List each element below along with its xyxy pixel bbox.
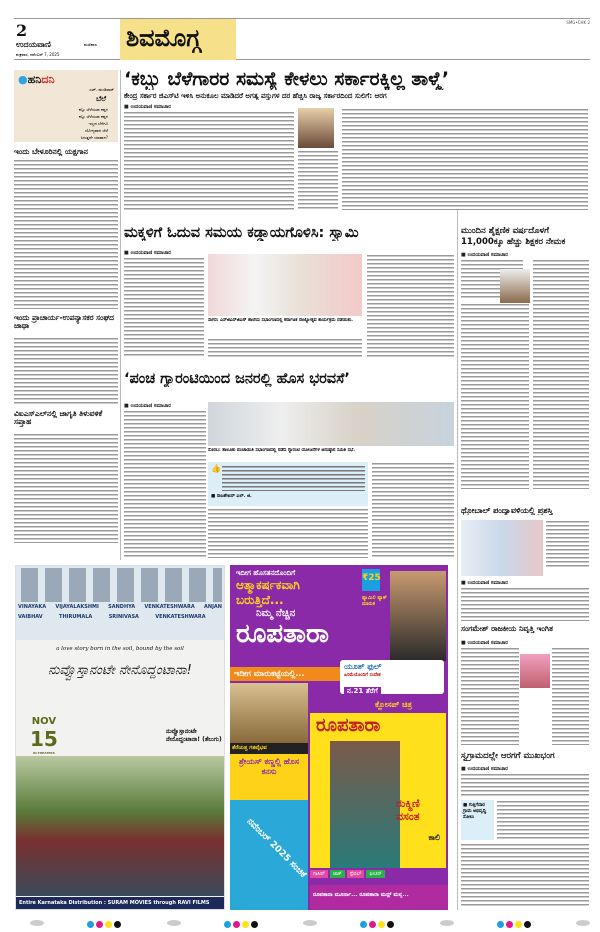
cover-name: ರುಕ್ಮಿಣಿ ವಸಂತ xyxy=(396,797,420,823)
story-photo xyxy=(230,683,308,743)
poem-line: ಕಬ್ಬು ಬೆಳೆಯುವ ಕಷ್ಟಗ xyxy=(79,114,108,119)
issue-label: ನವೆಂಬರ್ 2025 ಸಂಚಿಕೆ xyxy=(244,816,308,880)
story-a: ತೆರೆಯತ್ತ ಗತವೈಭವ xyxy=(230,743,308,754)
ad-tagline: a love story born in the soil, bound by the soil xyxy=(56,646,184,652)
poem-title: ಬೆಲೆ xyxy=(96,95,106,103)
release-day: 15 xyxy=(30,727,58,751)
story2-headline: ಮಕ್ಕಳಿಗೆ ಓದುವ ಸಮಯ ಕಡ್ಡಾಯಗೊಳಿಸಿ: ಸ್ವಾಮಿ xyxy=(124,226,359,241)
byline: ■ ಉದಯವಾಣಿ ಸಮಾಚಾರ xyxy=(461,252,508,258)
youth-title: ಯೂತ್ ಫುಲ್ xyxy=(344,662,382,671)
poem-line: ಕಬ್ಬು ಬೆಳೆಯುವ ಕಷ್ಟಗ xyxy=(79,107,108,112)
tag: ಸ್ಪೆಷಲ್ xyxy=(347,870,365,878)
article-text xyxy=(367,254,454,358)
section-title: ಶಿವಮೊಗ್ಗ xyxy=(120,19,236,60)
quote-text xyxy=(222,465,365,491)
sidebar-headline: ಇಂದು ಬೇಳೂರಿನಲ್ಲಿ ಯಕ್ಷಗಾನ xyxy=(14,148,88,156)
youth-sub: ಹಿರಿಮೆಯೊಂದಿಗೆ ಸಂದೇಶ xyxy=(344,673,381,678)
story3-headline: ‘ಪಂಚ ಗ್ಯಾರಂಟಿಯಿಂದ ಜನರಲ್ಲಿ ಹೊಸ ಭರವಸೆ’ xyxy=(124,372,350,387)
brand-right: ದನಿ xyxy=(41,73,55,86)
article-text xyxy=(372,462,454,558)
tag: ಗಾಸಿಪ್ xyxy=(310,870,328,878)
column-rule xyxy=(457,210,458,910)
movie-advertisement[interactable] xyxy=(15,565,225,910)
article-text xyxy=(461,843,589,907)
distribution-banner: Entire Karnataka Distribution : SURAM MOVIES through RAVI FILMS xyxy=(16,897,225,909)
magazine-advertisement[interactable] xyxy=(230,565,448,910)
article-text xyxy=(497,800,589,840)
cinema-name: VIJAYALAKSHMI xyxy=(55,604,99,610)
closeup-label: ಕ್ಲೋಸಪ್ ಚಿತ್ರ xyxy=(375,700,412,709)
article-text xyxy=(14,159,118,309)
page-number: 2 xyxy=(16,21,28,40)
magazine-footer: ರೂಪತಾರಾ ಮೂರ್ನಾ... ರೂಪತಾರಾ ಮನ್ಸ್ ಮನ್ನ... xyxy=(310,885,448,910)
quote-author: ■ ರಾಜಶೇಖರ್ ಎಲ್. ಜಿ. xyxy=(211,494,252,499)
article-text xyxy=(298,150,338,210)
movie-subtitle: ನುವ್ವೊಸ್ತಾನಂಟೇ ನೇನೊದ್ದಂಟಾನಾ! (ತೆಲುಗು) xyxy=(166,728,222,743)
cinema-name: SRINIVASA xyxy=(108,614,139,620)
poem-line: ಸಿಗುತ್ತದೇ ಯಾವಾಗ? xyxy=(80,135,108,140)
actor-photo xyxy=(390,571,446,661)
news-photo xyxy=(298,108,334,148)
article-text xyxy=(461,647,519,745)
cinema-name: VENKATESHWARA xyxy=(144,604,195,610)
cover-brand: ರೂಪತಾರಾ xyxy=(316,715,381,736)
price-badge: ₹25 xyxy=(362,569,380,591)
release-date: ನ.21 ತೆರೆಗೆ xyxy=(344,687,381,696)
edition-code: SMG•CHK 2 xyxy=(566,20,590,25)
release-month: NOV xyxy=(31,716,57,727)
lead-headline: ‘ಕಬ್ಬು ಬೆಳೆಗಾರರ ಸಮಸ್ಯೆ ಕೇಳಲು ಸರ್ಕಾರಕ್ಕಿಲ್ಲ ತಾಳ್ಮೆ’ xyxy=(124,70,450,90)
brand-left: ಹನಿ xyxy=(27,73,42,86)
article-text xyxy=(124,257,204,357)
cinema-name: VAIBHAV xyxy=(18,614,43,620)
poem-line: ಇಲ್ಲದ ಬೆಳೆಗೂ xyxy=(88,121,108,126)
article-text xyxy=(533,259,589,489)
cinema-name: VINAYAKA xyxy=(18,604,47,610)
print-registration-marks xyxy=(30,913,590,932)
article-text xyxy=(208,338,362,358)
hani-dani-box xyxy=(14,70,118,142)
right-story2-headline: ಥ್ರೋಬಾಲ್ ಪಂದ್ಯಾವಳಿಯಲ್ಲಿ ಪ್ರಶಸ್ತಿ xyxy=(461,507,553,515)
magazine-brand: ರೂಪತಾರಾ xyxy=(236,619,329,649)
news-photo xyxy=(208,402,454,446)
cinema-name: SANDHYA xyxy=(108,604,136,610)
right-story3-headline: ಸಂಗಮೇಶ್ ರಾಜಕೀಯ ನಿವೃತ್ತಿ ಇಂಗಿತ xyxy=(461,625,553,633)
edition-tag: ಮಣಿಪಾಲ xyxy=(84,42,98,47)
cinema-name: THIRUMALA xyxy=(59,614,93,620)
market-banner: ಇದೀಗ ಮಾರುಕಟ್ಟೆಯಲ್ಲಿ... xyxy=(230,667,360,681)
sidebar-headline: ಇಂದು ಪ್ರಾಚಾರ್ಯ-ಉಪನ್ಯಾಸಕರ ಸಂಘದ ಜಾಥಾ xyxy=(14,313,114,330)
thumbs-up-icon: 👍 xyxy=(211,464,221,473)
article-text xyxy=(461,303,529,489)
ad-line: ಬರುತ್ತಿದೆ... xyxy=(236,593,284,607)
lead-subhead: ಕೇಂದ್ರ ಸರ್ಕಾರ ಜಿಎಸ್‌ಟಿ ಇಳಿಸಿ ಅನುಕೂಲ ಮಾಡಿದರೆ ಅಗತ್ಯ ವಸ್ತುಗಳ ದರ ಹೆಚ್ಚಿಸಿ ರಾಜ್ಯ ಸರ್ಕಾರದಿಂದ ಸುಲಿಗೆ: ಆರಗ xyxy=(124,93,387,100)
cinema-name: ANJAN xyxy=(204,604,222,610)
article-text xyxy=(14,337,118,405)
article-text xyxy=(461,587,589,621)
author: ಎಚ್. ಡುಂಡಿರಾಜ್ xyxy=(89,87,114,92)
photo-caption: ಸಾಗರ: ಎಸ್‌ಜಿಎಸ್‌ಜಿಎನ್ ಶಾಲೆಯ ಸಭಾಂಗಣದಲ್ಲಿ ಕರ್ನಾಟಕ ರಾಜ್ಯೋತ್ಸವ ಕಾರ್ಯಕ್ರಮ ನಡೆಯಿತು. xyxy=(208,318,353,323)
ad-line: ಆತ್ಮಾಕರ್ಷಕವಾಗಿ xyxy=(236,578,300,592)
boxed-note: ■ ಗುತ್ತಿಗೆದಾರ ಗ್ರಾಮ ಅಭಿವೃದ್ಧಿ ಸೋಲು xyxy=(461,800,494,840)
paper-name: ಉದಯವಾಣಿ xyxy=(16,40,51,49)
movie-title: ನುವ್ವೊಸ್ತಾನಂಟೇ ನೇನೊದ್ದಂಟಾನಾ! xyxy=(48,663,192,678)
byline: ■ ಉದಯವಾಣಿ ಸಮಾಚಾರ xyxy=(461,766,508,772)
right-story1-headline: ಮುಂದಿನ ಶೈಕ್ಷಣಿಕ ವರ್ಷದೊಳಗೆ 11,000ಕ್ಕೂ ಹೆಚ್ಚು ಶಿಕ್ಷಕರ ನೇಮಕ xyxy=(461,226,566,247)
photo-caption: ಸೊರಬ: ತಾಲೂಕು ಪಂಚಾಯಿತಿ ಸಭಾಂಗಣದಲ್ಲಿ ನಡೆದ ಗ್ಯಾರಂಟಿ ಯೋಜನೆಗಳ ಅನುಷ್ಠಾನ ಸಮಿತಿ ಸಭೆ. xyxy=(208,448,355,453)
cinema-logos xyxy=(18,568,222,602)
news-photo xyxy=(208,254,362,316)
column-rule xyxy=(120,70,121,560)
portrait-photo xyxy=(500,269,530,303)
portrait-photo xyxy=(520,654,550,688)
byline: ■ ಉದಯವಾಣಿ ಸಮಾಚಾರ xyxy=(124,403,171,409)
ad-line: ಇದೀಗ ಹೊಸತನದೊಂದಿಗೆ xyxy=(236,569,296,577)
right-story4-headline: ಸ್ವಗ್ರಾಮದಲ್ಲೇ ಆರಗಗೆ ಮುಖಭಂಗ xyxy=(461,752,555,761)
family-pack: ಫ್ಯಾಮಿಲಿ ಪ್ಯಾಕ್ ಮಾರುಕ xyxy=(362,595,387,607)
byline: ■ ಉದಯವಾಣಿ ಸಮಾಚಾರ xyxy=(124,250,171,256)
movie-poster-image xyxy=(16,756,225,896)
byline: ■ ಉದಯವಾಣಿ ಸಮಾಚಾರ xyxy=(461,580,508,586)
sidebar-headline: ವಿಐಎಸ್‌ಎಲ್‌ನಲ್ಲಿ ಜಾಗೃತಿ ತಿಳುವಳಿಕೆ ಸಪ್ತಾಹ xyxy=(14,409,103,426)
release-note: IN THEATERS xyxy=(32,751,55,755)
drop-icon: ● xyxy=(18,73,28,86)
news-photo xyxy=(461,520,543,576)
sidebar xyxy=(14,70,118,560)
article-text xyxy=(124,111,294,211)
cover-sub: ಕಾಲಿ xyxy=(428,833,440,842)
poem-line: ಯೋಗ್ಯವಾದ ಬೆಲೆ xyxy=(84,128,108,133)
cover-photo xyxy=(330,741,400,868)
article-text xyxy=(208,508,368,558)
article-text xyxy=(14,433,118,543)
tag: ಟಾಕ್ xyxy=(330,870,345,878)
article-text xyxy=(552,647,589,745)
date: ಶುಕ್ರವಾರ, ನವೆಂಬರ್ 7, 2025 xyxy=(16,52,60,57)
ad-line: ನಿಮ್ಮ ನೆಚ್ಚಿನ xyxy=(256,608,296,619)
article-text xyxy=(342,108,588,210)
cinema-name: VENKATESHWARA xyxy=(155,614,206,620)
story-b: ಶ್ರೇಯಸ್ ಕಣ್ಣಲ್ಲಿ ಹೊಸ ಕನಸು xyxy=(230,754,308,800)
byline: ■ ಉದಯವಾಣಿ ಸಮಾಚಾರ xyxy=(461,640,508,646)
article-text xyxy=(124,410,206,558)
tag: ಫೀಚರ್ xyxy=(366,870,384,878)
page-header xyxy=(14,18,590,60)
article-text xyxy=(461,773,589,797)
quote-box xyxy=(208,462,368,506)
article-text xyxy=(546,520,589,568)
byline: ■ ಉದಯವಾಣಿ ಸಮಾಚಾರ xyxy=(124,104,171,110)
